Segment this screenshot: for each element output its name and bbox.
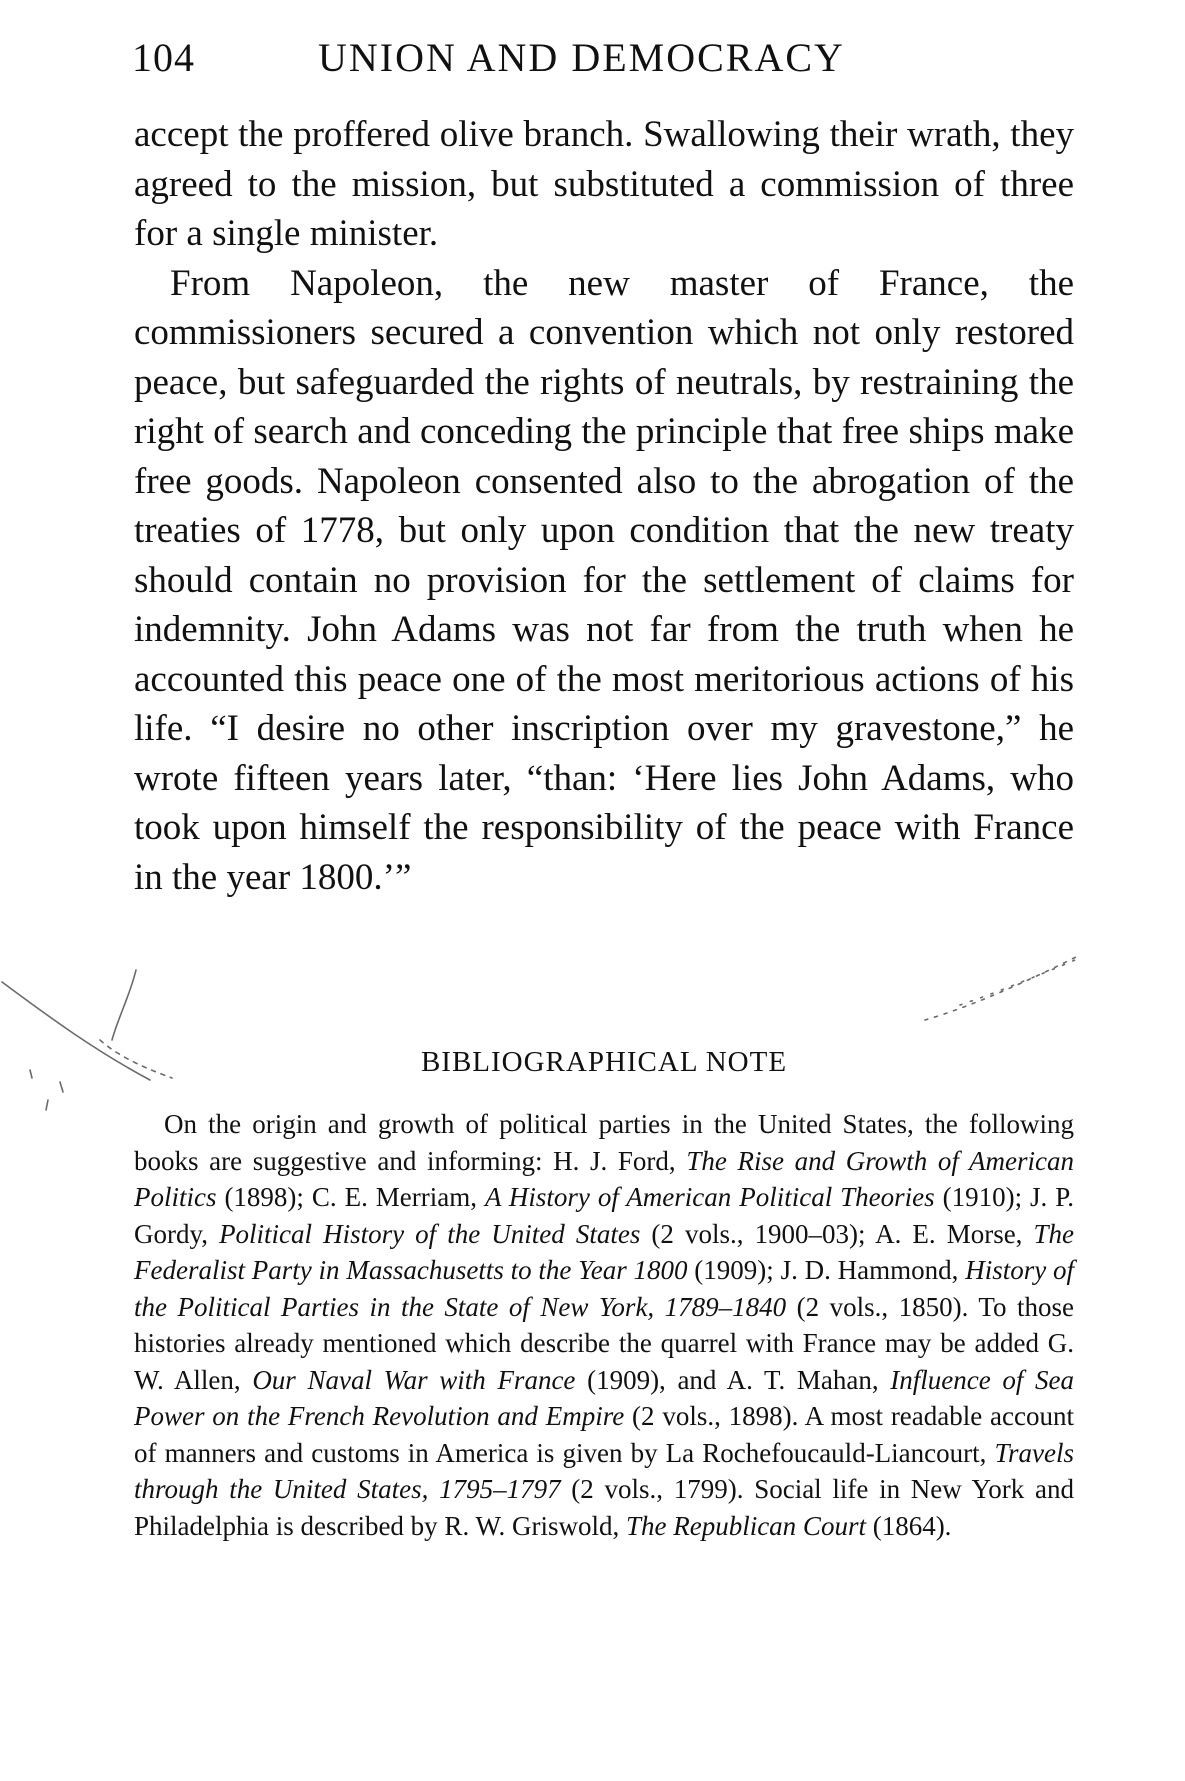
note-text-run: (1909); J. D. Hammond, bbox=[687, 1255, 966, 1285]
running-head bbox=[132, 34, 1032, 94]
note-book-title: A History of American Political Theories bbox=[484, 1182, 935, 1212]
pencil-stroke-right-dotted-2 bbox=[960, 960, 1075, 1005]
body-paragraph-2: From Napoleon, the new master of France, the commissioners secured a convention which not only restored peace, but safeguarded the rights of neutrals, by restraining the right of search and conceding the principle that free ships make free goods. Napoleon consented also to the abrogation of the treaties of 1778, but only upon condition that the new treaty should contain no provision for the settlement of claims for indemnity. John Adams was not far from the truth when he accounted this peace one of the most meritorious actions of his life. “I desire no other inscription over my gravestone,” he wrote fifteen years later, “than: ‘Here lies John Adams, who took upon himself the responsibility of the peace with France in the year 1800.’” bbox=[134, 262, 1074, 898]
pencil-stroke-left-curl bbox=[112, 970, 136, 1040]
pencil-stroke-left-diagonal bbox=[2, 982, 150, 1080]
note-book-title: Influence of Sea Power on the French Revolution and Empire bbox=[134, 1364, 1075, 1431]
note-text-run: (2 vols., 1898). A most readable account of manners and customs in America is given by La Rochefoucauld-Liancourt, bbox=[134, 1401, 1074, 1468]
note-book-title: Travels through the United States, 1795–1797 bbox=[134, 1437, 1074, 1504]
note-book-title: The Republican Court bbox=[625, 1510, 866, 1541]
body-paragraph-1: accept the proffered olive branch. Swallowing their wrath, they agreed to the mission, but substituted a commission of three for a single minister. bbox=[134, 114, 1074, 254]
note-book-title: The Rise and Growth of American Politics bbox=[134, 1145, 1074, 1212]
page-number: 104 bbox=[132, 35, 195, 80]
bibliographical-note-heading: BIBLIOGRAPHICAL NOTE bbox=[420, 1046, 788, 1078]
note-text-run: (2 vols., 1799). Social life in New York and Philadelphia is described by R. W. Griswold, bbox=[134, 1474, 1074, 1541]
note-book-title: The Federalist Party in Massachusetts to the Year 1800 bbox=[134, 1218, 1074, 1285]
running-title: UNION AND DEMOCRACY bbox=[318, 35, 845, 80]
note-text-run: (2 vols., 1850). To those histories already mentioned which describe the quarrel with France may be added G. W. Allen, bbox=[134, 1291, 1074, 1395]
note-text-run: (1864). bbox=[865, 1510, 952, 1541]
note-book-title: Our Naval War with France bbox=[252, 1364, 576, 1395]
note-text-run: (1910); J. P. Gordy, bbox=[134, 1182, 1074, 1249]
note-text-run: On the origin and growth of political parties in the United States, the following books are suggestive and informing: H. J. Ford, bbox=[134, 1109, 1074, 1176]
body-text bbox=[134, 110, 1074, 902]
pencil-stroke-right-dotted bbox=[925, 955, 1080, 1020]
note-book-title: Political History of the United States bbox=[219, 1218, 641, 1249]
bibliographical-note-text bbox=[134, 1106, 1074, 1544]
note-book-title: History of the Political Parties in the State of New York, 1789–1840 bbox=[134, 1255, 1074, 1322]
pencil-stroke-left-ticks bbox=[30, 1070, 63, 1110]
note-text-run: (1909), and A. T. Mahan, bbox=[575, 1364, 891, 1395]
note-text-run: (2 vols., 1900–03); A. E. Morse, bbox=[640, 1218, 1034, 1249]
note-text-run: (1898); C. E. Merriam, bbox=[216, 1182, 485, 1212]
